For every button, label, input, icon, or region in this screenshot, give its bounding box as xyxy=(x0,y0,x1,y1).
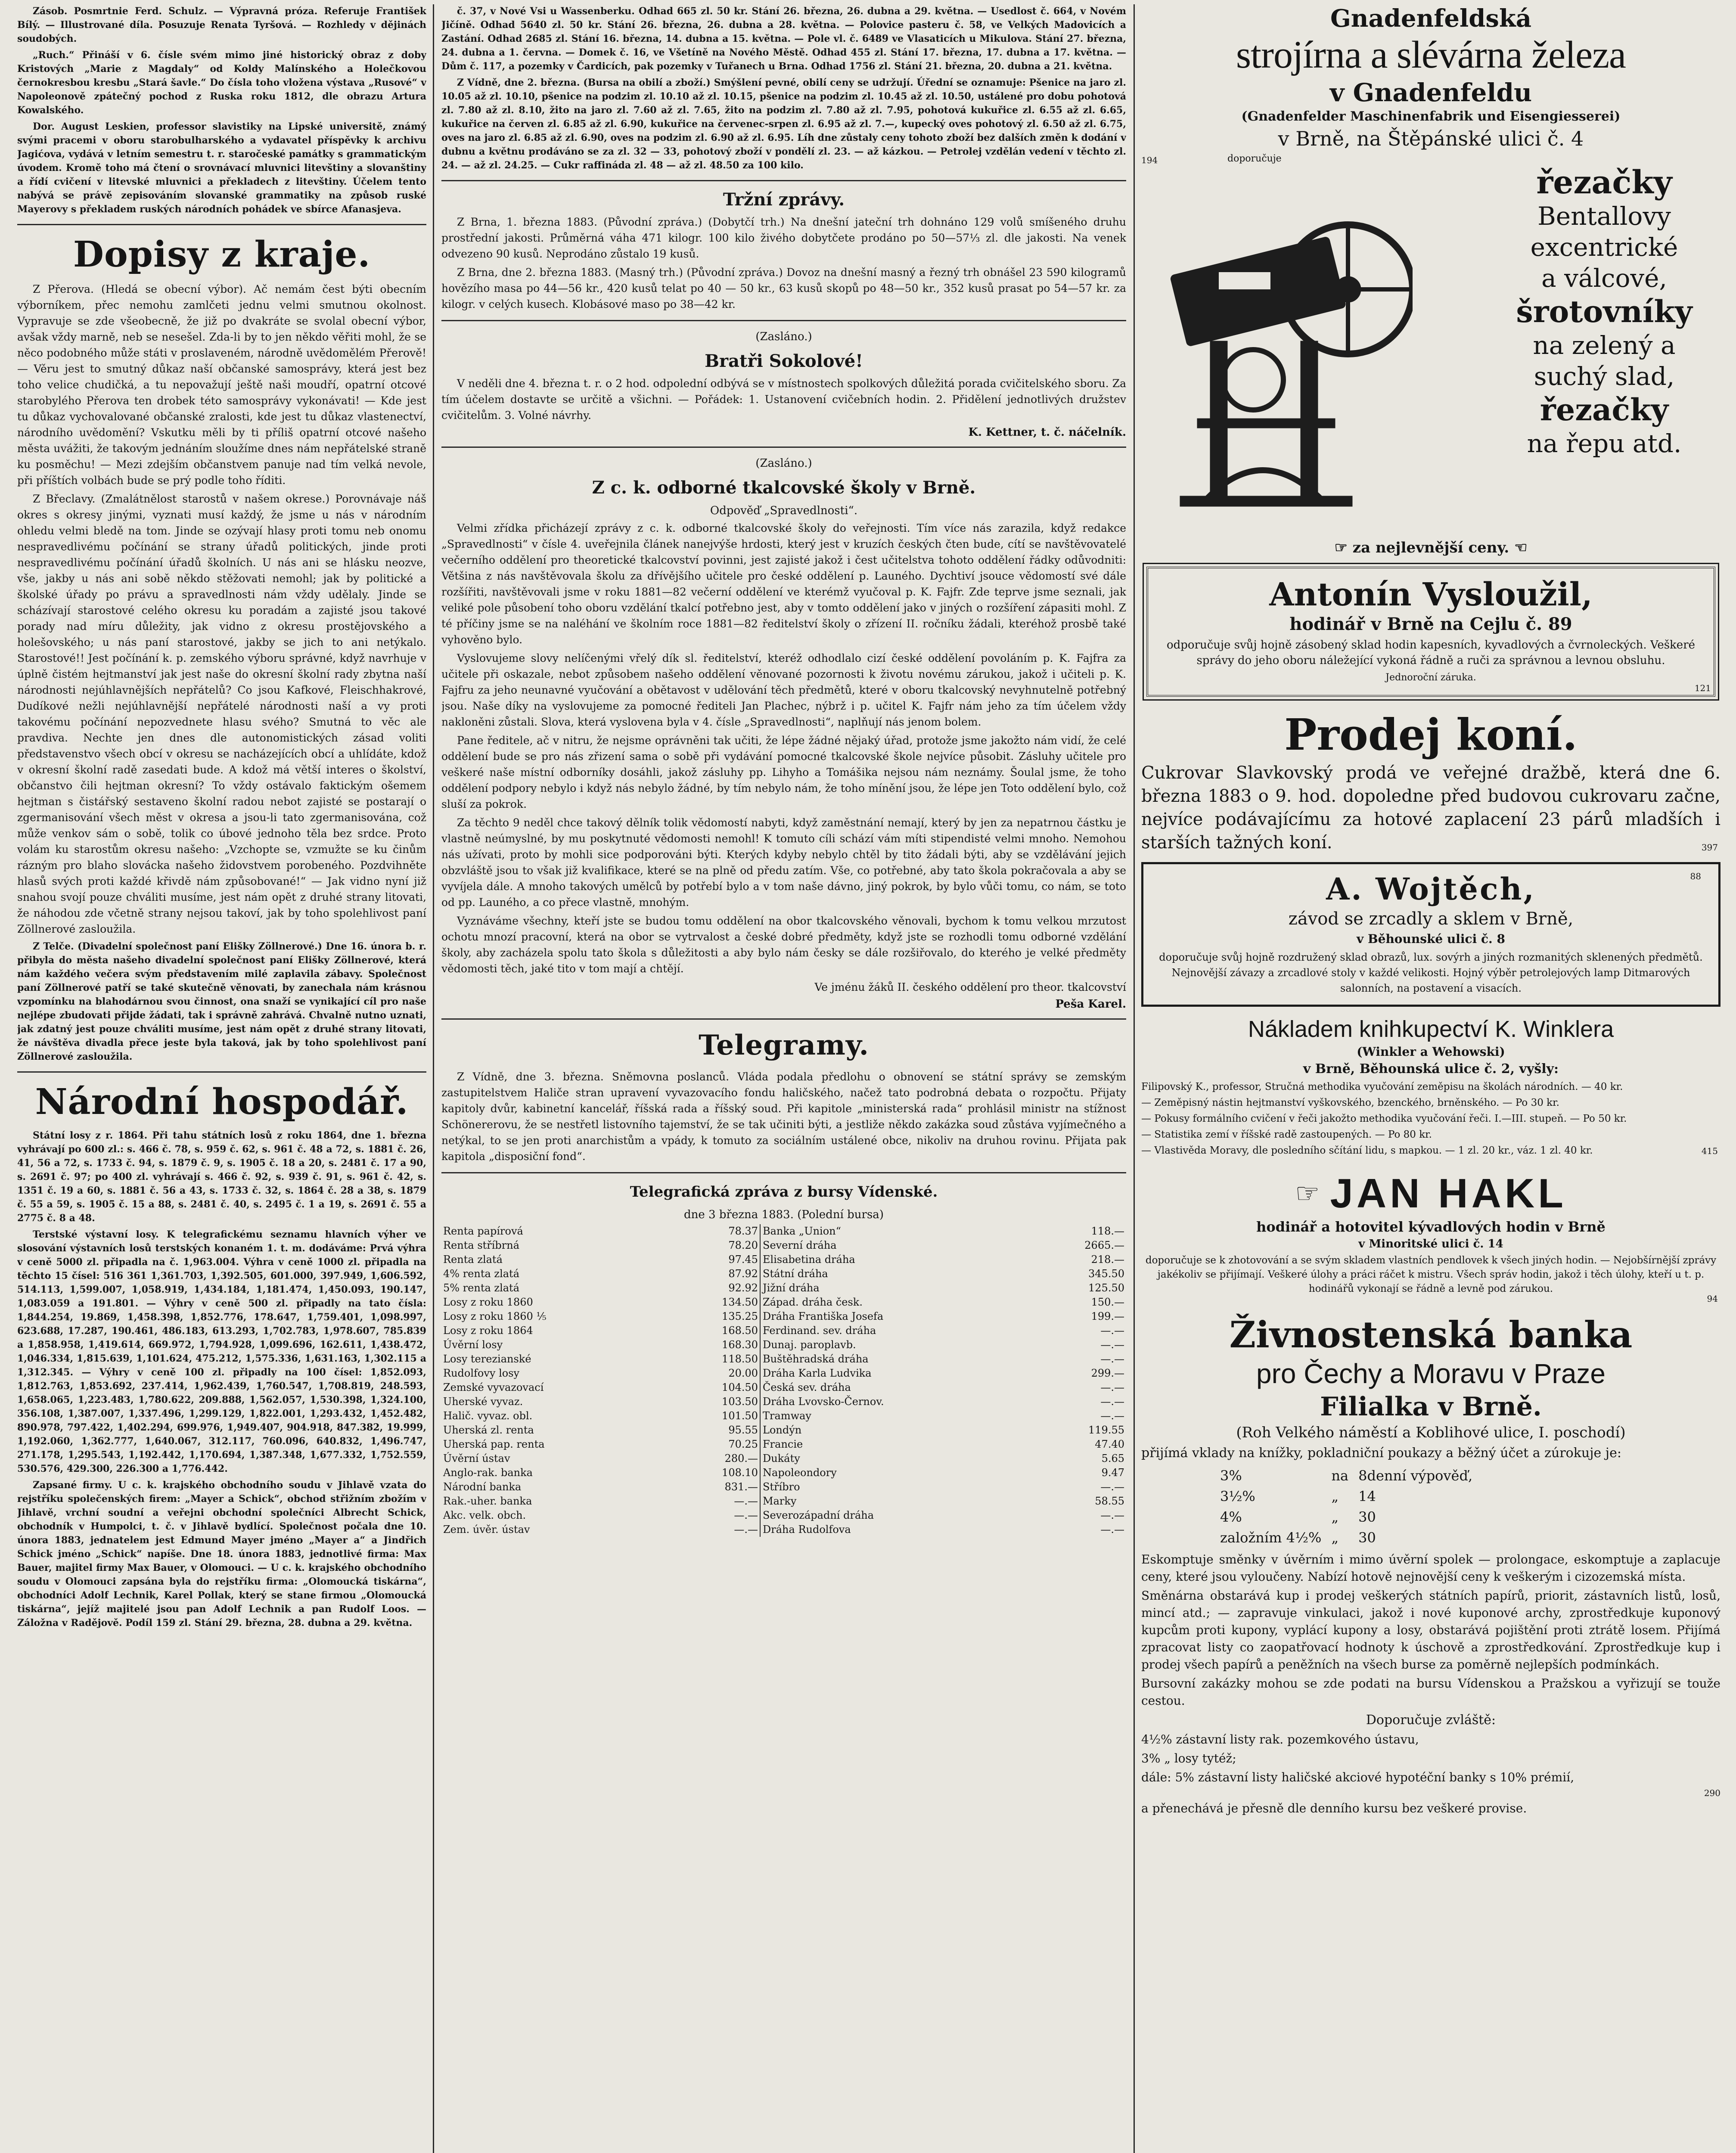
ad-item: na zelený a xyxy=(1533,331,1676,360)
ad-winkler xyxy=(1141,1014,1720,1158)
ad-text: Jednoroční záruka. xyxy=(1385,672,1476,683)
quote-name: 5% renta zlatá xyxy=(443,1282,519,1294)
quote-name: Elisabetina dráha xyxy=(763,1253,855,1266)
ad-subtitle: v Běhounské ulici č. 8 xyxy=(1356,932,1506,946)
ad-text: v Brně, na Štěpánské ulici č. 4 xyxy=(1278,127,1584,150)
quote-value: 103.50 xyxy=(722,1396,758,1408)
table-row xyxy=(441,1437,1126,1452)
ad-item: řezačky xyxy=(1536,164,1672,201)
ad-vyslouzil xyxy=(1146,567,1715,697)
table-row xyxy=(441,1253,1126,1267)
quote-name: Marky xyxy=(763,1495,797,1507)
ad-title: Nákladem knihkupectví K. Winklera xyxy=(1248,1016,1614,1042)
quote-value: 95.55 xyxy=(728,1424,758,1436)
section-rule xyxy=(17,224,426,225)
quote-value: 87.92 xyxy=(728,1268,758,1280)
ad-number: 121 xyxy=(1694,683,1711,693)
quote-value: 150.— xyxy=(1091,1296,1124,1308)
quote-value: 831.— xyxy=(724,1481,758,1493)
ad-item: šrotovníky xyxy=(1516,294,1693,329)
ad-wojtech xyxy=(1141,862,1720,1007)
zaslano-label: (Zasláno.) xyxy=(755,457,812,470)
ad-item: a válcové, xyxy=(1541,264,1667,293)
quote-value: 20.00 xyxy=(728,1367,758,1379)
ad-text: doporučuje xyxy=(1227,153,1282,164)
ad-text: Směnárna obstarává kup i prodej veškerých státních papírů, priorit, zástavních listů, losů, mincí atd.; — zapravuje vinkulaci, jakož i nové kuponové archy, zprostředkuje kuponový kupcům proti kupony, vyplácí kupony a losy, obstarává pojištění proti ztrátě losem. Přijímá zpracovat listy co zaopatřovací hodnoty k úschově a zprostředkování. Zprostředkuje kup i prodej všech papírů a peněžních na všech burse za poměrně nejlepších podmínkách. xyxy=(1141,1588,1720,1672)
quote-value: 199.— xyxy=(1091,1310,1124,1322)
ad-book-item: — Pokusy formálního cvičení v řeči jakožto methodika vyučování řeči. I.—III. stupeň. — Po 50 kr. xyxy=(1141,1113,1627,1124)
ad-subtitle: hodinář v Brně na Cejlu č. 89 xyxy=(1289,614,1572,634)
article-paragraph: V neděli dne 4. března t. r. o 2 hod. odpolední odbývá se v místnostech spolkových důležitá porada cvičitelského sboru. Za tím účelem dostavte se určitě a všichni. — Pořádek: 1. Ustanovení cvičebních hodin. 2. Přidělení jednotlivých družstev cvičitelům. 3. Volné návrhy. xyxy=(441,377,1126,422)
quote-name: Anglo-rak. banka xyxy=(443,1467,533,1479)
ad-book-item: Filipovský K., professor, Stručná methodika vyučování zeměpisu na školách národních. — 40 kr. xyxy=(1141,1081,1623,1092)
ad-item: excentrické xyxy=(1530,233,1678,262)
ad-subtitle: hodinář a hotovitel kývadlových hodin v Brně xyxy=(1256,1219,1606,1235)
ad-text: doporučuje se k zhotovování a se svým skladem vlastních pendlovek k všech jiných hodin. — Nejobšírnější zprávy jakékoliv se přijímají. Veškeré úlohy a práci ráčet k mistru. Všech správ hodin, jakož i těch úlohy, kteří u t. p. hodinářů vykonají se řádně a levně pod zárukou. xyxy=(1145,1255,1717,1294)
article-paragraph: Pane ředitele, ač v nitru, že nejsme oprávněni tak učiti, že lépe žádné nějaký úřad, protože jsme jakožto nám vidí, že celé oddělení bude se pro nás zřizení sama o sobě při vydávání pomocné tkalcovské škole nejvíce působit. Zásluhy učitele pro veškeré naše místní odborníky dosáhli, jakož zásluhy pp. Lihyho a Tomášika nejsou nám neznámy. Šoulal jsme, že toho oddělení podpory nebylo i když nás nebylo žádné, by tím nebylo nám, že toho mínění jsou, že lépe jen Toto oddělení bylo, což sluší za pokrok. xyxy=(441,734,1126,810)
article-paragraph: Terstské výstavní losy. K telegrafickému seznamu hlavních výher ve slosování výstavních losů terstských konaném 1. t. m. dodáváme: Prvá výhra v ceně 5000 zl. připadla na č. 1,963.004. Výhra v ceně 1000 zl. připadla na těchto 15 čísel: 516 361 1,361.703, 1,392.505, 601.000, 397.949, 1,606.592, 514.113, 1,599.007, 1,058.919, 1,434.184, 1,181.474, 1,450.093, 190.147, 1,083.059 a 191.801. — Výhry v ceně 500 zl. připadly na tato čísla: 1,844.254, 19.869, 1,458.398, 1,852.776, 178.647, 1,759.401, 1,098.997, 623.688, 17.287, 190.461, 486.183, 613.293, 1,702.783, 1,978.607, 785.839 a 1,858.958, 1,419.614, 669.972, 1,794.928, 1,099.696, 162.611, 1,438.472, 1,046.334, 1,815.639, 1,101.624, 475.212, 1,575.336, 1,631.163, 1,302.115 a 1,312.345. — Výhry v ceně 100 zl. připadly na 100 čísel: 1,852.093, 1,812.763, 1,853.692, 237.414, 1,962.439, 1,760.547, 1,708.819, 248.593, 1,658.065, 1,223.483, 1,780.622, 209.888, 1,562.057, 1,530.398, 1,324.100, 356.108, 1,387.007, 1,337.496, 1,299.129, 1,822.001, 1,293.432, 1,452.482, 890.978, 797.422, 1,402.294, 699.976, 1,949.407, 904.918, 847.382, 19.999, 1,192.060, 1,362.777, 1,640.067, 312.117, 760.096, 640.832, 1,496.747, 271.178, 1,295.543, 1,192.442, 1,170.694, 1,387.348, 1,677.332, 1,752.559, 530.576, 429.300, 226.300 a 1,776.442. xyxy=(17,1229,426,1474)
section-title-sokolove: Bratři Sokolové! xyxy=(705,351,863,371)
article-paragraph: Z Vídně, dne 2. března. (Bursa na obilí a zboží.) Smýšlení pevné, obilí ceny se udržují. Úřední se oznamuje: Pšenice na jaro zl. 10.05 až zl. 10.10, pšenice na podzim zl. 10.10 až zl. 10.15, pšenice na podzim zl. 10.45 až zl. 10.50, ustálené pro dobu pohotová zl. 7.80 až zl. 8.10, žito na jaro zl. 7.60 až zl. 7.65, žito na podzim zl. 7.80 až zl. 7.95, pohotová kukuřice zl. 6.55 až zl. 6.65, kukuřice na červen zl. 6.85 až zl. 6.90, kukuřice na červenec-srpen zl. 6.95 až zl. 7.—, kupecký oves pohotový zl. 6.50 až zl. 6.75, oves na jaro zl. 6.85 až zl. 6.90, oves na podzim zl. 6.90 až zl. 6.95. Líh dne zůstaly ceny tohoto zboží bez dalších změn k dodání v dubnu a květnu prodáváno se za zl. 32 — 33, pohotový zboží v pondělí zl. 23. — až kázkou. — Petrolej vzdělán vedení v těchto zl. 24. — až zl. 24.25. — Cukr raffináda zl. 48 — až zl. 48.50 za 100 kilo. xyxy=(441,77,1126,171)
section-rule xyxy=(17,1071,426,1073)
section-subtitle: Odpověď „Spravedlnosti“. xyxy=(710,504,858,517)
intro-section xyxy=(17,4,426,216)
article-paragraph: Z Brna, dne 2. března 1883. (Masný trh.) (Původní zpráva.) Dovoz na dnešní masný a řezný trh obnášel 23 590 kilogramů hovězího masa po 44—56 kr., 420 kusů telat po 40 — 50 kr., 63 kusů skopů po 48—50 kr., 352 kusů prasat po 54—57 kr. za kilogr. v celých kusech. Klobásové maso po 38—42 kr. xyxy=(441,266,1126,310)
quote-value: 101.50 xyxy=(722,1410,758,1422)
table-row xyxy=(441,1395,1126,1409)
ad-footer-text: za nejlevnější ceny. xyxy=(1352,539,1509,556)
ad-item: řezačky xyxy=(1540,392,1669,428)
quote-name: Renta zlatá xyxy=(443,1253,503,1266)
signature: K. Kettner, t. č. náčelník. xyxy=(968,426,1126,439)
ad-text: Cukrovar Slavkovský prodá ve veřejné dražbě, která dne 6. března 1883 o 9. hod. dopoledne před budovou cukrovaru začne, nejvíce podávajícímu za hotové zaplacení 23 párů mladších i starších tažných koní. xyxy=(1141,763,1720,853)
quote-name: Losy z roku 1864 xyxy=(443,1325,533,1337)
signature: Peša Karel. xyxy=(1055,998,1126,1011)
section-title-narodni: Národní hospodář. xyxy=(35,1081,409,1123)
article-paragraph: Zapsané firmy. U c. k. krajského obchodního soudu v Jihlavě vzata do rejstříku společenských firem: „Mayer a Schick“, obchod střižním zbožím v Jihlavě, vrchní soudní a veřejni obchodní společníci Albrecht Schick, obchodník v Humpolci, t. č. v Jihlavě bydlící. Společnost počala dne 10. února 1883, jednatelem jest Edmund Mayer jméno „Mayer a“ a Jindřich Schick jméno „Schick“ napíše. Dne 18. února 1883, jednotlivé firma: Max Bauer, majitel firmy Max Bauer, v Olomouci. — U c. k. krajského obchodního soudu v Olomouci zapsána byla do rejstříku firma: „Olomoucká tiskárna“, obchodníci Adolf Lechnik, Karel Pollak, který se stane firmou „Olomoucká tiskárna“, jejíž majitelé jsou pan Adolf Lechnik a pan Rudolf Loos. — Záložna v Radějově. Podíl 159 zl. Stání 29. března, 28. dubna a 29. května. xyxy=(17,1480,426,1629)
quote-value: 9.47 xyxy=(1101,1467,1124,1479)
article-paragraph: Z Brna, 1. března 1883. (Původní zpráva.) (Dobytčí trh.) Na dnešní jateční trh dohnáno 129 volů smíšeného druhu prostřední jakosti. Průměrná váha 471 kilogr. 100 kilo živého dobytčete prodáno po 50—57⅓ zl. dle jakosti. Na venek odvezeno 90 kusů. Neprodáno zůstalo 19 kusů. xyxy=(441,216,1126,260)
table-row xyxy=(441,1523,1126,1537)
quote-value: —.— xyxy=(734,1495,758,1507)
column-divider xyxy=(433,4,434,2153)
article-paragraph: Z Vídně, dne 3. března. Sněmovna poslanců. Vláda podala předlohu o obnovení se státní správy se zemským zastupitelstvem Haliče stran upravení vyvazovacího fondu haličského, načež tato podrobná debata o rozpočtu. Přijaty kapitoly dvůr, kabinetní kancelář, říšská rada a říšský soud. Při kapitole „ministerská rada“ prohlásil ministr na stížnost Schönererovu, že se nestřetl listovního tajemství, že se tak učiniti býti, a jestliže někdo zakázka soud zůstáva vyjímečného a netýkal, to se jen proti anarchistům a vpády, k tomuto za sociálním ustálené obce, nikoliv na druhou rovinu. Přijata pak kapitola „disposiční fond“. xyxy=(441,1070,1126,1163)
ad-subtitle: pro Čechy a Moravu v Praze xyxy=(1256,1358,1606,1389)
ad-book-item: — Statistika zemí v říšské radě zastoupených. — Po 80 kr. xyxy=(1141,1129,1432,1140)
bursa-date: dne 3 března 1883. (Polední bursa) xyxy=(684,1208,884,1221)
ad-book-item: — Vlastivěda Moravy, dle posledního sčítání lidu, s mapkou. — 1 zl. 20 kr., váz. 1 zl. 40 kr. xyxy=(1141,1145,1593,1156)
section-rule xyxy=(441,1172,1126,1173)
interest-rates-table xyxy=(1219,1465,1474,1548)
section-title-skoly: Z c. k. odborné tkalcovské školy v Brně. xyxy=(592,478,976,498)
quote-value: 119.55 xyxy=(1088,1424,1124,1436)
table-row xyxy=(441,1352,1126,1366)
ad-title: strojírna a slévárna železa xyxy=(1236,34,1626,76)
zaslano-label: (Zasláno.) xyxy=(755,330,812,343)
column-right xyxy=(1141,4,1720,2153)
quote-value: —.— xyxy=(1100,1396,1124,1408)
table-row xyxy=(441,1508,1126,1523)
quote-value: 218.— xyxy=(1091,1253,1124,1266)
quote-value: 70.25 xyxy=(728,1438,758,1450)
table-row: 3% na 8denní výpověď, xyxy=(1220,1467,1473,1484)
ad-book-item: — Zeměpisný nástin hejtmanství vyškovského, bzenckého, brněnského. — Po 30 kr. xyxy=(1141,1097,1559,1108)
ad-gnadenfeld xyxy=(1141,4,1720,556)
ad-title-row xyxy=(1145,1170,1717,1217)
quote-value: 104.50 xyxy=(722,1381,758,1393)
intro-paragraph: Dor. August Leskien, professor slavistiky na Lipské universitě, známý svými pracemi v oboru starobulharského a vydavatel příspěvky k archivu Jagićova, vydává v letním semestru t. r. staročeské památky s grammatickým úvodem. Kromě toho má čtení o srovnávací mluvnici litevštiny a slovanštiny a řídí cvičení v litevské mluvnici a překladech z litevštiny. Účelem tento nabývá se právě zepisováním slovanské grammatiky na způsob ruské Mayerovy s překladem ruských národních pohádek ve sbírce Afanasjeva. xyxy=(17,121,426,215)
ad-text: Bursovní zakázky mohou se zde podati na bursu Vídenskou a Pražskou a vyřizují se touže cestou. xyxy=(1141,1676,1720,1708)
article-paragraph: Za těchto 9 neděl chce takový dělník tolik vědomostí nabyti, když zaměstnání nemají, který by jen za nepatrnou částku je vlastně neúmyslné, by mu poskytnuté vědomosti nemohl! K tomuto cíli schází vám míti stipendisté velmi mnoho. Nemohou nás užívati, proto by mohli sice podporováni býti. Kterých kdyby nebylo chtěl by tito žádali býti, aby se vzdělávání jejich obzvláště jsou to však již kvalifikace, které se na plně od předu zatím. Vše, co potřebné, aby tato škola pokračovala a aby se vyvíjela dále. A mnoho takových umělců by potřebí bylo a v tom naše dávno, jiný pokrok, by bylo vůči tomu, co nám, se toto od pp. Launého, a co přece vlastně, mnohým. xyxy=(441,816,1126,909)
quote-name: Halič. vyvaz. obl. xyxy=(443,1410,533,1422)
quote-name: Severozápadní dráha xyxy=(763,1509,874,1521)
article-paragraph: Z Telče. (Divadelní společnost paní Elišky Zöllnerové.) Dne 16. února b. r. přibyla do města našeho divadelní společnost paní Elišky Zöllnerové, která nám každého večera svým představením milé zaplavila zábavy. Společnost paní Zöllnerové patří se také skutečně věnovati, by zanechala nám krásnou vzpomínku na blahodárnou svou činnost, ona snaží se vynikající cíl pro naše nejlépe zbudovati přijde žádati, tak i správně zahrává. Chvalně nutno uznati, jak zdatný jest pouze chváliti musíme, jest nám opět z druhé strany litovati, že návštěva divadla přece jeste byla taková, jak by toho spolehlivost paní Zöllnerové zasloužila. xyxy=(17,941,426,1062)
ad-text: a přenechává je přesně dle denního kursu bez veškeré provise. xyxy=(1141,1801,1527,1815)
quote-name: Úvěrní losy xyxy=(443,1339,503,1351)
column-divider xyxy=(1134,4,1135,2153)
quote-name: Losy z roku 1860 ⅕ xyxy=(443,1310,547,1322)
intro-paragraph: Zásob. Posmrtnie Ferd. Schulz. — Výpravná próza. Referuje František Bílý. — Illustrované díla. Posuzuje Renata Tyršová. — Rozhledy v dějinách soudobých. xyxy=(17,6,426,44)
quote-name: Severní dráha xyxy=(763,1239,837,1251)
table-row: 3½% „ 14 xyxy=(1220,1488,1376,1505)
quote-value: 299.— xyxy=(1091,1367,1124,1379)
quote-name: Národní banka xyxy=(443,1481,522,1493)
ad-number: 415 xyxy=(1701,1146,1718,1156)
hand-pointer-icon: ☜ xyxy=(1514,539,1528,556)
quote-name: Státní dráha xyxy=(763,1268,828,1280)
ad-number: 397 xyxy=(1701,842,1718,853)
table-row xyxy=(441,1423,1126,1437)
quote-value: —.— xyxy=(1100,1353,1124,1365)
quote-value: —.— xyxy=(1100,1523,1124,1536)
table-row xyxy=(441,1409,1126,1423)
ad-subtitle: Filialka v Brně. xyxy=(1320,1392,1542,1422)
table-row xyxy=(441,1494,1126,1508)
bursa-table xyxy=(441,1224,1126,1537)
article-paragraph: Vyznáváme všechny, kteří jste se budou tomu oddělení na obor tkalcovského věnovali, bychom k tomu velkou mrzutost ochotu mnozí pracovní, která na obor se vytrvalost a české dobré předměty, když jste se rozhodli tomu odborné vzdělání školy, aby zacházela spolu tato škola s důležitosti a aby bylo nám česky se dále rozšiřovalo, do kterého je velké předměty vědomosti těch, jaké tito v tom mají a chtějí. xyxy=(441,915,1126,975)
table-row xyxy=(441,1224,1126,1238)
quote-name: Západ. dráha česk. xyxy=(763,1296,863,1308)
quote-name: Uherská pap. renta xyxy=(443,1438,545,1450)
section-rule xyxy=(441,180,1126,181)
article-paragraph: č. 37, v Nové Vsi u Wassenberku. Odhad 665 zl. 50 kr. Stání 26. března, 26. dubna a 29. května. — Usedlost č. 664, v Novém Jičíně. Odhad 5640 zl. 50 kr. Stání 26. března, 26. dubna a 28. května. — Polovice pasteru č. 58, ve Velkých Madovicích a Zastání. Odhad 2685 zl. Stání 16. března, 14. dubna a 15. května. — Pole vl. č. 6489 ve Vlasaticích u Mikulova. Stání 27. března, 24. dubna a 1. června. — Domek č. 16, ve Všetíně na Nového Městě. Odhad 455 zl. Stání 17. března, 17. dubna a 17. května. — Dům č. 117, a pozemky v Čardicích, pak pozemky v Tuřanech u Brna. Odhad 1756 zl. Stání 21. března, 20. dubna a 21. května. xyxy=(441,6,1126,72)
quote-name: Rudolfovy losy xyxy=(443,1367,520,1379)
quote-value: —.— xyxy=(734,1509,758,1521)
table-row xyxy=(441,1480,1126,1494)
ad-subtitle: (Winkler a Wehowski) xyxy=(1357,1045,1505,1059)
quote-value: 280.— xyxy=(724,1452,758,1464)
section-title-bursa: Telegrafická zpráva z bursy Vídenské. xyxy=(630,1183,938,1201)
column-middle xyxy=(441,4,1126,2153)
quote-name: Dunaj. paroplavb. xyxy=(763,1339,856,1351)
ad-title: Živnostenská banka xyxy=(1229,1313,1633,1356)
table-row xyxy=(441,1324,1126,1338)
quote-value: 108.10 xyxy=(722,1467,758,1479)
article-paragraph: Ve jménu žáků II. českého oddělení pro theor. tkalcovství xyxy=(814,981,1126,993)
quote-value: —.— xyxy=(1100,1410,1124,1422)
ad-title: Prodej koní. xyxy=(1284,709,1578,760)
ad-text: 3% „ losy tytéž; xyxy=(1141,1751,1236,1765)
section-rule xyxy=(441,1018,1126,1020)
ad-book-list xyxy=(1141,1080,1720,1158)
ad-text: odporučuje svůj hojně zásobený sklad hodin kapesních, kyvadlových a čvrnoleckých. Veškeré správy do jeho oboru náležející vykoná řádně a ruči za správnou a levnou obsluhu. xyxy=(1166,639,1696,667)
quote-name: Dráha Lvovsko-Černov. xyxy=(763,1396,884,1408)
ad-text: (Gnadenfelder Maschinenfabrik und Eisengiesserei) xyxy=(1241,109,1621,124)
ad-number: 94 xyxy=(1707,1294,1718,1304)
ad-item: Bentallovy xyxy=(1537,202,1671,231)
quote-value: —.— xyxy=(1100,1339,1124,1351)
ad-title: Gnadenfeldská xyxy=(1330,4,1532,33)
table-row: 4% „ 30 xyxy=(1220,1509,1376,1525)
ad-text: Doporučuje zvláště: xyxy=(1366,1712,1496,1728)
ad-subtitle: v Minoritské ulici č. 14 xyxy=(1358,1238,1503,1250)
article-paragraph: Z Přerova. (Hledá se obecní výbor). Ač nemám čest býti obecním výborníkem, přec nemohu zamlčeti jednu velmi smutnou okolnost. Vypravuje se zde všeobecně, že již po dvakráte se svolal obecní výbor, avšak vždy marně, neb se nesešel. Zda-li by to jen někdo věřiti mohl, že se něco podobného může státi v proslaveném, národně uvědomělém Přerově! — Věru jest to smutný důkaz naší občanské samosprávy, která jest bez toho velice chudičká, a tu nepovažují ještě naši moudří, opatrní otcové starobylého Přerova ten drobek této samosprávy vykonávati! — Kde jest tu důkaz vychovalované občanské zralosti, kde jest tu důkaz vlastenectví, národního uvědomění? Vskutku měli by ti příliš opatrní otcové našeho města uvážiti, že takovým jednáním sloužíme dnes nám nepřátelské straně ku posměchu! — Mezi zdejším občanstvem panuje nad tím velká nevole, při příštích volbách bude se prý podle toho říditi. xyxy=(17,283,426,487)
ad-number: 290 xyxy=(1704,1788,1720,1798)
ad-hakl xyxy=(1141,1166,1720,1306)
ad-item: na řepu atd. xyxy=(1527,429,1682,458)
table-row xyxy=(441,1238,1126,1253)
ad-footer xyxy=(1141,539,1720,556)
quote-value: 97.45 xyxy=(728,1253,758,1266)
article-paragraph: Státní losy z r. 1864. Při tahu státních losů z roku 1864, dne 1. března vyhrávají po 600 zl.: s. 466 č. 78, s. 959 č. 62, s. 961 č. 48 a 72, s. 1881 č. 26, 41, 56 a 72, s. 1733 č. 94, s. 1879 č. 9, s. 1905 č. 18 a 20, s. 2481 č. 17 a 90, s. 2691 č. 97; po 400 zl. vyhrávají s. 466 č. 92, s. 939 č. 91, s. 961 č. 42, s. 1351 č. 19 a 60, s. 1881 č. 56 a 43, s. 1733 č. 32, s. 1864 č. 28 a 38, s. 1879 č. 55 a 59, s. 1905 č. 15 a 88, s. 2481 č. 40, s. 2495 č. 1 a 19, s. 2691 č. 55 a 2775 č. 8 a 48. xyxy=(17,1130,426,1224)
quote-value: 118.— xyxy=(1091,1225,1124,1237)
ad-text: doporučuje svůj hojně rozdružený sklad obrazů, lux. sovýrh a jiných rozmanitých sklenených předmětů. Nejnovější závazy a zrcadlové stoly v každé velikosti. Hojný výběr petrolejových lamp Ditmarových salonních, na postavení a visacích. xyxy=(1159,951,1703,994)
quote-name: Buštěhradská dráha xyxy=(763,1353,869,1365)
table-row xyxy=(441,1295,1126,1309)
quote-name: Uherská zl. renta xyxy=(443,1424,534,1436)
quote-name: Dukáty xyxy=(763,1452,800,1464)
quote-name: Dráha Karla Ludvika xyxy=(763,1367,872,1379)
quote-name: Tramway xyxy=(763,1410,811,1422)
quote-value: 92.92 xyxy=(728,1282,758,1294)
column-left xyxy=(17,4,426,2153)
quote-value: 134.50 xyxy=(722,1296,758,1308)
quote-value: —.— xyxy=(734,1523,758,1536)
ad-number: 88 xyxy=(1690,871,1701,881)
quote-name: Renta stříbrná xyxy=(443,1239,520,1251)
quote-name: Losy terezianské xyxy=(443,1353,531,1365)
quote-name: Úvěrní ústav xyxy=(443,1452,510,1464)
quote-name: Banka „Union“ xyxy=(763,1225,841,1237)
table-row xyxy=(441,1381,1126,1395)
quote-value: 78.20 xyxy=(728,1239,758,1251)
section-rule xyxy=(441,320,1126,321)
quote-name: Stříbro xyxy=(763,1481,800,1493)
ad-prodej-koni xyxy=(1141,710,1720,854)
quote-value: 345.50 xyxy=(1088,1268,1124,1280)
quote-value: 2665.— xyxy=(1084,1239,1124,1251)
quote-name: Ferdinand. sev. dráha xyxy=(763,1325,876,1337)
ad-subtitle: v Brně, Běhounská ulice č. 2, vyšly: xyxy=(1303,1061,1559,1076)
quote-name: 4% renta zlatá xyxy=(443,1268,519,1280)
quote-value: —.— xyxy=(1100,1381,1124,1393)
quote-value: —.— xyxy=(1100,1509,1124,1521)
table-row xyxy=(441,1338,1126,1352)
quote-name: Francie xyxy=(763,1438,803,1450)
quote-name: Česká sev. dráha xyxy=(763,1381,851,1393)
quote-value: 5.65 xyxy=(1101,1452,1124,1464)
article-paragraph: Vyslovujeme slovy nelíčenými vřelý dík sl. ředitelství, kteréž odhodlalo cizí české oddělení povoláním p. K. Fajfra za učitele při oskazale, nebot způsobem našeho oddělení věnované pozornosti k životu novému zárukou, jakož i učiteli p. K. Fajfru za jeho neunavné vyučování a obětavost v udělování těch předmětů, které v oboru tkalcovský nevyhnutelně potřebný jsou. Naše díky na vyslovujeme za pomocné řediteli Jan Plachec, nýbrž i p. učitel K. Fajfr nám jeho za tím účelem vždy nakloněni zůstali. Slova, která vyslovena byla v 4. čísle „Spravedlnosti“, naplňují nás jenom bolem. xyxy=(441,652,1126,728)
intro-paragraph: „Ruch.“ Přináší v 6. čísle svém mimo jiné historický obraz z doby Kristových „Marie z Magdaly“ od Koldy Malínského a Holečkovou černokresbou kresbu „Stará šavle.“ Do čísla toho vložena výstava „Rusové“ v Napoleonově zpátečný pochod z Ruska roku 1812, dle obrazu Artura Kowalského. xyxy=(17,50,426,116)
quote-value: —.— xyxy=(1100,1481,1124,1493)
quote-name: Dráha Rudolfova xyxy=(763,1523,851,1536)
hand-pointer-icon: ☞ xyxy=(1334,539,1348,556)
quote-value: 47.40 xyxy=(1095,1438,1124,1450)
quote-value: 118.50 xyxy=(722,1353,758,1365)
quote-value: —.— xyxy=(1100,1325,1124,1337)
ad-item: suchý slad, xyxy=(1534,362,1675,391)
ad-zivnostenska-banka xyxy=(1141,1313,1720,1817)
quote-value: 78.37 xyxy=(728,1225,758,1237)
ad-title: A. Wojtěch, xyxy=(1326,871,1536,907)
ad-body xyxy=(1141,152,1720,539)
ad-title: Antonín Vysloužil, xyxy=(1269,576,1593,613)
ad-text: Eskomptuje směnky v úvěrním i mimo úvěrní spolek — prolongace, eskomptuje a zaplacuje ceny, které jsou vyloučeny. Nabízí hotově nejnovější ceny k veškerým i cizozemská místa. xyxy=(1141,1552,1720,1584)
quote-value: 135.25 xyxy=(722,1310,758,1322)
quote-name: Renta papírová xyxy=(443,1225,523,1237)
table-row: založním 4½% „ 30 xyxy=(1220,1529,1376,1546)
ad-subtitle: závod se zrcadly a sklem v Brně, xyxy=(1288,909,1574,929)
table-row xyxy=(441,1309,1126,1324)
section-title-trzni: Tržní zprávy. xyxy=(723,189,845,210)
quote-value: 168.30 xyxy=(722,1339,758,1351)
ad-product-list xyxy=(1488,164,1720,459)
table-row xyxy=(441,1466,1126,1480)
quote-name: Jižní dráha xyxy=(763,1282,820,1294)
ad-subtitle: v Gnadenfeldu xyxy=(1329,78,1532,107)
quote-name: Zem. úvěr. ústav xyxy=(443,1523,530,1536)
table-row xyxy=(441,1281,1126,1295)
chaff-cutter-machine-icon xyxy=(1146,177,1413,513)
ad-text: přijímá vklady na knížky, pokladniční poukazy a běžný účet a zúrokuje je: xyxy=(1141,1446,1621,1461)
quote-name: Rak.-uher. banka xyxy=(443,1495,532,1507)
hand-pointer-icon: ☞ xyxy=(1295,1178,1320,1210)
quote-name: Londýn xyxy=(763,1424,802,1436)
quote-name: Zemské vyvazovací xyxy=(443,1381,544,1393)
section-title-dopisy: Dopisy z kraje. xyxy=(73,234,371,275)
quote-name: Uherské vyvaz. xyxy=(443,1396,523,1408)
quote-value: 125.50 xyxy=(1088,1282,1124,1294)
ad-text: (Roh Velkého náměstí a Koblihové ulice, I. poschodí) xyxy=(1236,1424,1626,1441)
quote-name: Akc. velk. obch. xyxy=(443,1509,526,1521)
article-paragraph: Velmi zřídka přicházejí zprávy z c. k. odborné tkalcovské školy do veřejnosti. Tím více nás zarazila, když redakce „Spravedlnosti“ v čísle 4. uveřejnila článek nanejvýše hrdosti, který jest v kruzích českých čten bude, cítí se navštěvovatelé večerního oddělení pro theoretické tkalcovství povinni, jest zajisté jakož i čest učitelstva tohoto oddělení řádky odůvodniti: Většina z nás navštěvovala školu za dřívějšího učitele pro české oddělení p. Launého. Dychtiví jsouce vědomostí své dále rozšířiti, navštěvovali jsme v roku 1881—82 večerní oddělení ve kterémž vyučoval p. K. Fajfr. Zde teprve jsme seznali, jak veliké pole působení toho oboru vzdělání tkalcí potřebno jest, aby v tomto oddělení jako v jiných o rozšíření zápasiti mohl. Z té příčiny jsme se na naléhání ve školním roce 1881—82 ředitelství školy o zřízení II. ročníku žádali, kteréhož prosbě také vyhověno bylo. xyxy=(441,522,1126,646)
ad-text: dále: 5% zástavní listy haličské akciové hypotéční banky s 10% prémií, xyxy=(1141,1770,1575,1784)
table-row xyxy=(441,1366,1126,1381)
ad-text: 4½% zástavní listy rak. pozemkového ústavu, xyxy=(1141,1732,1419,1747)
quote-name: Napoleondory xyxy=(763,1467,837,1479)
quote-name: Dráha Františka Josefa xyxy=(763,1310,884,1322)
table-row xyxy=(441,1452,1126,1466)
quote-name: Losy z roku 1860 xyxy=(443,1296,533,1308)
quote-value: 58.55 xyxy=(1095,1495,1124,1507)
section-title-telegramy: Telegramy. xyxy=(699,1029,869,1061)
quote-value: 168.50 xyxy=(722,1325,758,1337)
ad-number: 194 xyxy=(1141,155,1158,165)
table-row xyxy=(441,1267,1126,1281)
article-paragraph: Z Břeclavy. (Zmalátnělost starostů v našem okrese.) Porovnávaje náš okres s okresy jinými, vyznati musí každý, že jsme u nás v národním ohledu velmi bledě na tom. Jinde se ozývají hlasy proti tomu neb onomu nespravedlivému počínání se strany úřadů politických, jinde proti nespravedlivému počínání úřadů školních. U nás ani se hlásku neozve, vše, jakby u nás ani sobě někdo stěžovati nemohl; jak by politické a školské úřady po právu a spravedlnosti nám vždy udělaly. Jinde se scházívají starostové celého okresu ku poradám a zajisté jsou takové porady nad míru důležity, jak vidno z okresu prostějovského a holešovského; u nás paní starostové, jakby se jich to ani netýkalo. Starostové!! Jest počínání k. p. zemského výboru správné, když navrhuje v úplně čistém hejtmanství jak jest naše do okresní školní rady zbytna naší národnosti nejúhlavnějších nepřátelů? Co jsou Kafkové, Fleischhakrové, Dudíkové nežli nejúhlavnější nepřátelé národnosti naší a vy proti takovému počínání nepozvednete hlasu svého? Smutná to věc ale pravdiva. Nechte jen dnes dle autonomistických zásad voliti představenstvo všech obcí v okresu se nacházejících obcí a uhlídáte, kdož v okresní školní radě zasedati bude. A kdož má větší interes o školství, občanstvo čili hejtman okresní? To vždy ostávalo faktickým ošemem hejtman s čistářský sestaveno školní radou nebot zajisté se postarají o zgermanisování všech měst v okresa a jsou-li tato zgermanisována, což může venkov sám o sobě, tolik co úbové jednoho těla bez srdce. Proto volám ku starostům okresu našeho: „Vzchopte se, vzmužte se ku činům rázným pro blaho slovácka našeho židovstvem porobeného. Pozdvihněte hlasů svých proti každé křivdě nám způsobované!“ — Jak vidno nyní již snahou svojí pouze chváliti musíme, jest nám opět z druhé strany litovati, že náhodou zde včetně strany nejsou takoví, jak by toho spolehlivost paní Zöllnerové zasloužila. xyxy=(17,493,426,935)
ad-title: JAN HAKL xyxy=(1330,1170,1567,1216)
section-rule xyxy=(441,447,1126,448)
